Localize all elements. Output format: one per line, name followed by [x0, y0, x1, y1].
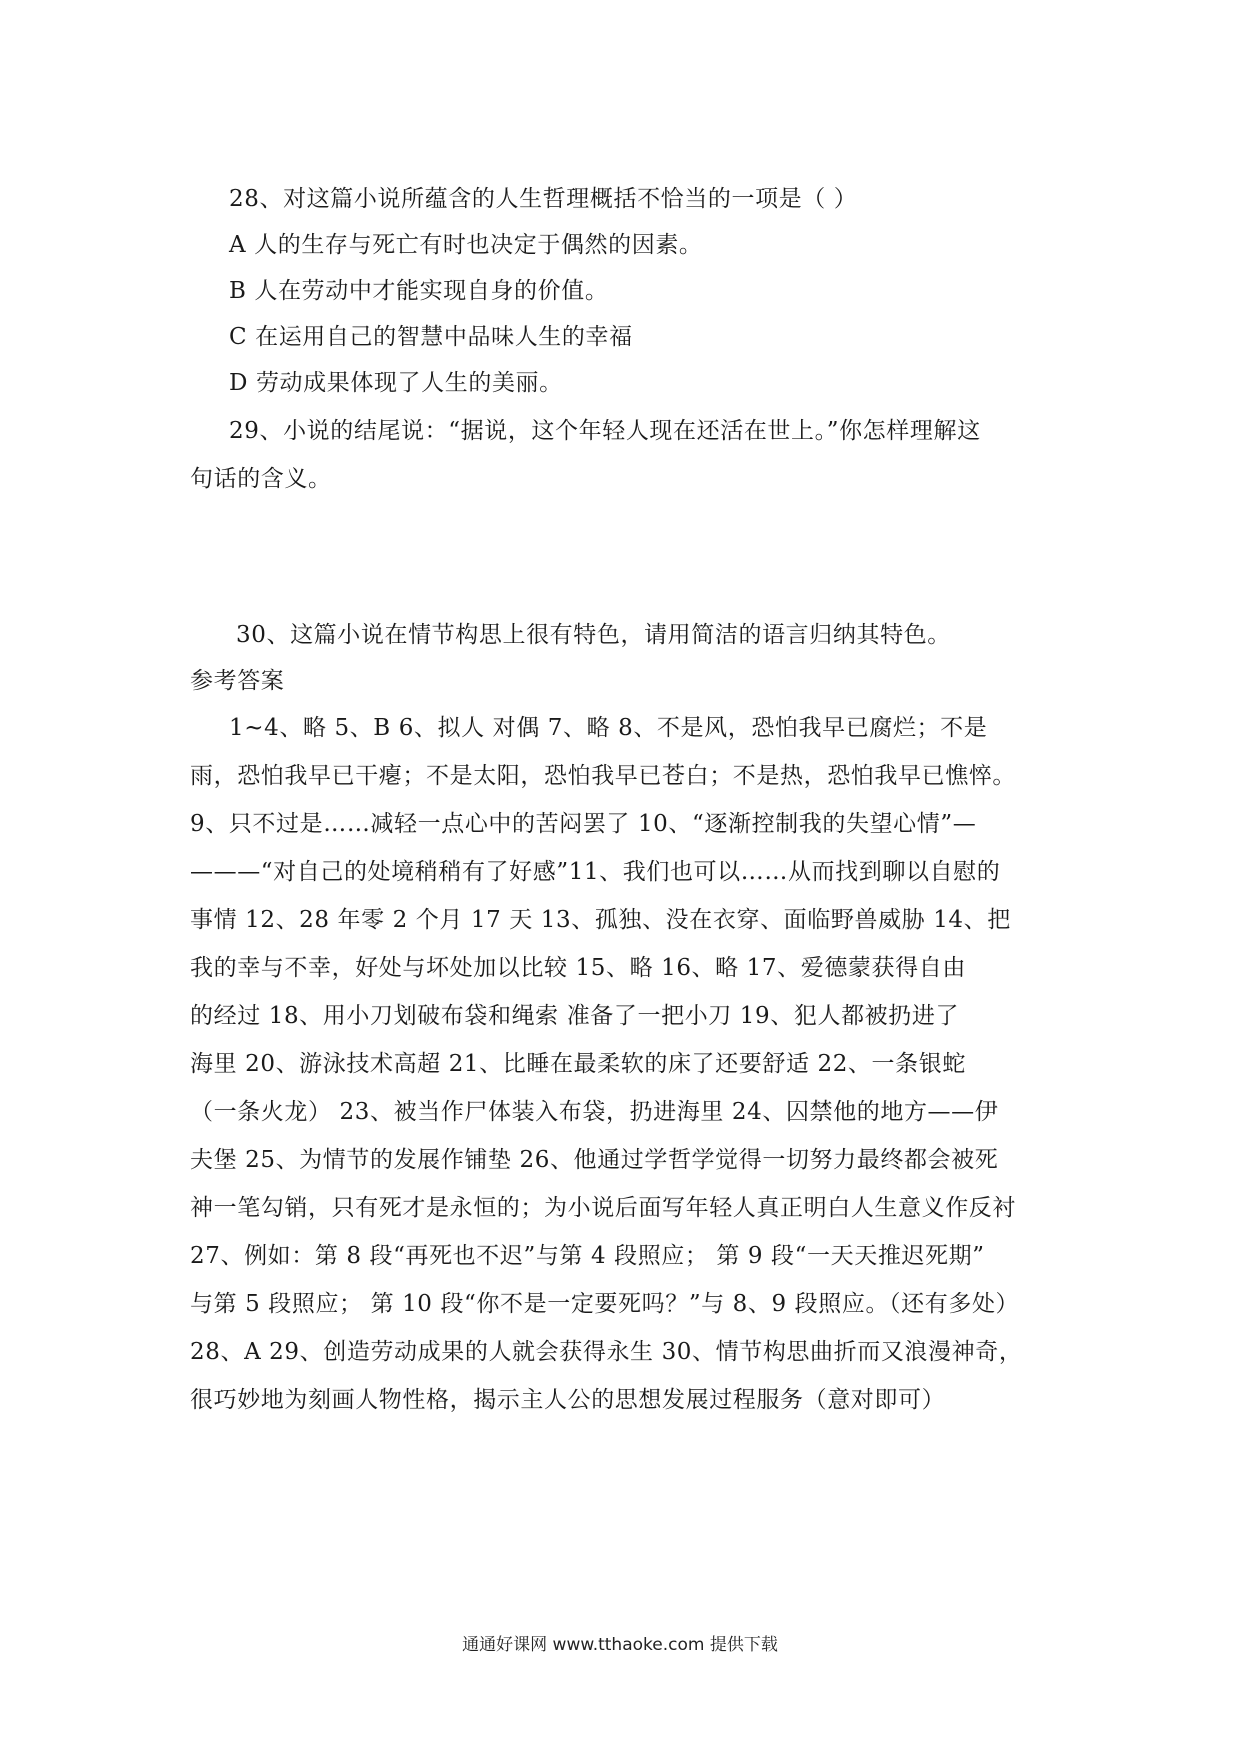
answer-line: 的经过 18、用小刀划破布袋和绳索 准备了一把小刀 19、犯人都被扔进了 [190, 1003, 960, 1029]
answer-line: 很巧妙地为刻画人物性格，揭示主人公的思想发展过程服务（意对即可） [190, 1387, 946, 1413]
answer-line: 9、只不过是……减轻一点心中的苦闷罢了 10、“逐渐控制我的失望心情”— [190, 811, 977, 837]
answer-line: 我的幸与不幸，好处与坏处加以比较 15、略 16、略 17、爱德蒙获得自由 [190, 955, 966, 981]
question-29-line-1: 29、小说的结尾说：“据说，这个年轻人现在还活在世上。”你怎样理解这 [229, 418, 981, 444]
answer-line: 夫堡 25、为情节的发展作铺垫 26、他通过学哲学觉得一切努力最终都会被死 [190, 1147, 999, 1173]
question-28-option-b: B 人在劳动中才能实现自身的价值。 [229, 278, 609, 304]
question-28-option-c: C 在运用自己的智慧中品味人生的幸福 [229, 324, 633, 350]
answer-line: 1~4、略 5、B 6、拟人 对偶 7、略 8、不是风，恐怕我早已腐烂；不是 [229, 715, 988, 741]
question-30: 30、这篇小说在情节构思上很有特色，请用简洁的语言归纳其特色。 [236, 622, 951, 648]
page-footer: 通通好课网 www.tthaoke.com 提供下载 [462, 1635, 778, 1655]
answer-line: ———“对自己的处境稍稍有了好感”11、我们也可以……从而找到聊以自慰的 [190, 859, 1001, 885]
answer-line: 28、A 29、创造劳动成果的人就会获得永生 30、情节构思曲折而又浪漫神奇， [190, 1339, 1023, 1365]
answer-line: 27、例如：第 8 段“再死也不迟”与第 4 段照应； 第 9 段“一天天推迟死期” [190, 1243, 985, 1269]
question-28-option-d: D 劳动成果体现了人生的美丽。 [229, 370, 563, 396]
question-29-line-2: 句话的含义。 [190, 466, 332, 492]
question-28-stem: 28、对这篇小说所蕴含的人生哲理概括不恰当的一项是（ ） [229, 186, 858, 212]
answer-line: 事情 12、28 年零 2 个月 17 天 13、孤独、没在衣穿、面临野兽威胁 14、把 [190, 907, 1011, 933]
question-28-option-a: A 人的生存与死亡有时也决定于偶然的因素。 [229, 232, 703, 258]
answer-line: 神一笔勾销，只有死才是永恒的；为小说后面写年轻人真正明白人生意义作反衬 [190, 1195, 1016, 1221]
answers-heading: 参考答案 [190, 668, 285, 694]
answer-line: 海里 20、游泳技术高超 21、比睡在最柔软的床了还要舒适 22、一条银蛇 [190, 1051, 966, 1077]
answer-line: 雨，恐怕我早已干瘪；不是太阳，恐怕我早已苍白；不是热，恐怕我早已憔悴。 [190, 763, 1016, 789]
answer-line: （一条火龙） 23、被当作尸体装入布袋，扔进海里 24、囚禁他的地方——伊 [190, 1099, 999, 1125]
answer-line: 与第 5 段照应； 第 10 段“你不是一定要死吗？”与 8、9 段照应。（还有多处） [190, 1291, 1020, 1317]
